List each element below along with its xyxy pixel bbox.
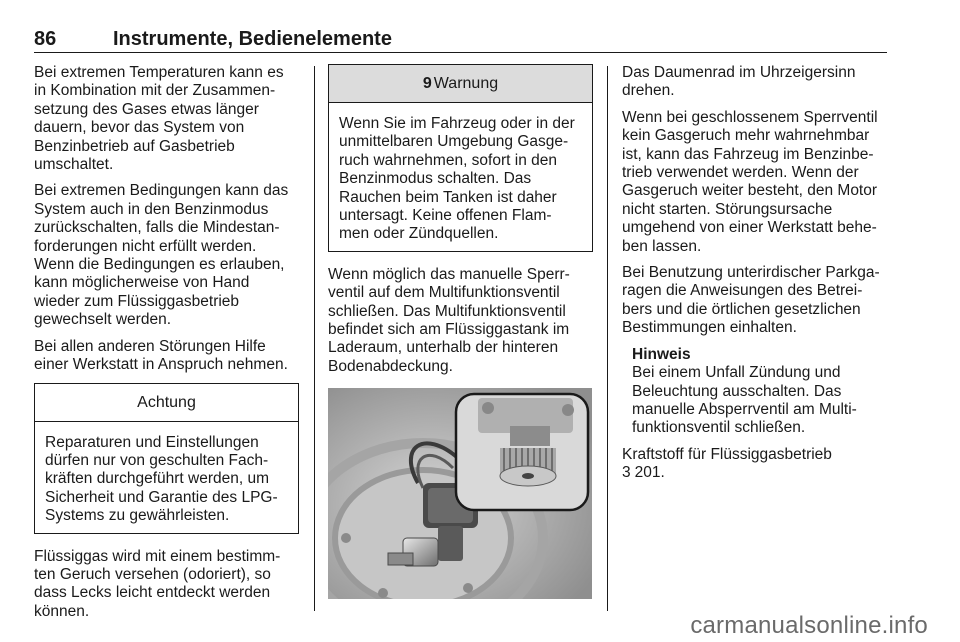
- column-3: [622, 64, 888, 491]
- paragraph: Bei Benutzung unterirdischer Parkga- ragen die Anweisungen des Betrei- bers und die örtlichen gesetzlichen Bestimmungen einhalten.: [622, 264, 880, 337]
- watermark: carmanualsonline.info: [690, 612, 928, 639]
- paragraph: Bei extremen Temperaturen kann es in Kombination mit der Zusammen- setzung des Gases etwas länger dauern, bevor das System von Benzinbetrieb auf Gasbetrieb umschaltet.: [34, 64, 284, 174]
- caution-box: [34, 383, 299, 534]
- column-2: [328, 64, 593, 599]
- paragraph: [622, 446, 888, 483]
- page-number: 86: [34, 28, 57, 50]
- valve-drawing: [328, 388, 592, 599]
- paragraph: Wenn möglich das manuelle Sperr- ventil auf dem Multifunktionsventil schließen. Das Multifunktionsventil befindet sich am Flüssiggastank im Laderaum, unterhalb der hinteren Bodenabdeckung.: [328, 265, 570, 375]
- note-title: Hinweis: [632, 345, 691, 363]
- page-header: [34, 28, 887, 53]
- note-text: Bei einem Unfall Zündung und Beleuchtung ausschalten. Das manuelle Absperrventil am Multi- funktionsventil schließen.: [632, 364, 857, 437]
- warning-title: Warnung: [433, 75, 499, 92]
- page-title: Instrumente, Bedienelemente: [113, 28, 392, 50]
- valve-illustration: [328, 388, 592, 599]
- paragraph: Wenn bei geschlossenem Sperrventil kein Gasgeruch mehr wahrnehmbar ist, kann das Fahrzeug im Benzinbe- trieb verwendet werden. Wenn der Gasgeruch weiter besteht, den Motor nicht starten. Störungsursache umgehend von einer Werkstatt behe- ben lassen.: [622, 108, 878, 255]
- paragraph: Flüssiggas wird mit einem bestimm- ten Geruch versehen (odoriert), so dass Lecks leicht entdeckt werden können.: [34, 547, 281, 620]
- column-divider: [314, 66, 315, 611]
- warning-icon: 9: [422, 75, 432, 92]
- column-1: [34, 64, 299, 629]
- caution-title: Achtung: [35, 384, 298, 422]
- warning-header: [329, 65, 592, 103]
- column-divider: [607, 66, 608, 611]
- paragraph: Bei allen anderen Störungen Hilfe einer Werkstatt in Anspruch nehmen.: [34, 337, 288, 374]
- warning-box: [328, 64, 593, 252]
- paragraph: Das Daumenrad im Uhrzeigersinn drehen.: [622, 64, 856, 100]
- caution-text: Reparaturen und Einstellungen dürfen nur von geschulten Fach- kräften durchgeführt werden, um Sicherheit und Garantie des LPG- Systems zu gewährleisten.: [45, 433, 278, 525]
- note-box: [632, 346, 888, 438]
- page-reference[interactable]: 201.: [634, 464, 665, 482]
- page-reference-arrow-icon: 3: [622, 464, 631, 482]
- paragraph: Bei extremen Bedingungen kann das System auch in den Benzinmodus zurückschalten, falls die Mindestan- forderungen nicht erfüllt werden. Wenn die Bedingungen es erlauben, kann möglicherweise von Hand wieder zum Flüssiggasbetrieb gewechselt werden.: [34, 182, 289, 329]
- warning-text: Wenn Sie im Fahrzeug oder in der unmittelbaren Umgebung Gasge- ruch wahrnehmen, sofort in den Benzinmodus schalten. Das Rauchen beim Tanken ist daher untersagt. Keine offenen Flam- men oder Zündquellen.: [339, 115, 575, 243]
- paragraph-text: Kraftstoff für Flüssiggasbetrieb: [622, 445, 832, 463]
